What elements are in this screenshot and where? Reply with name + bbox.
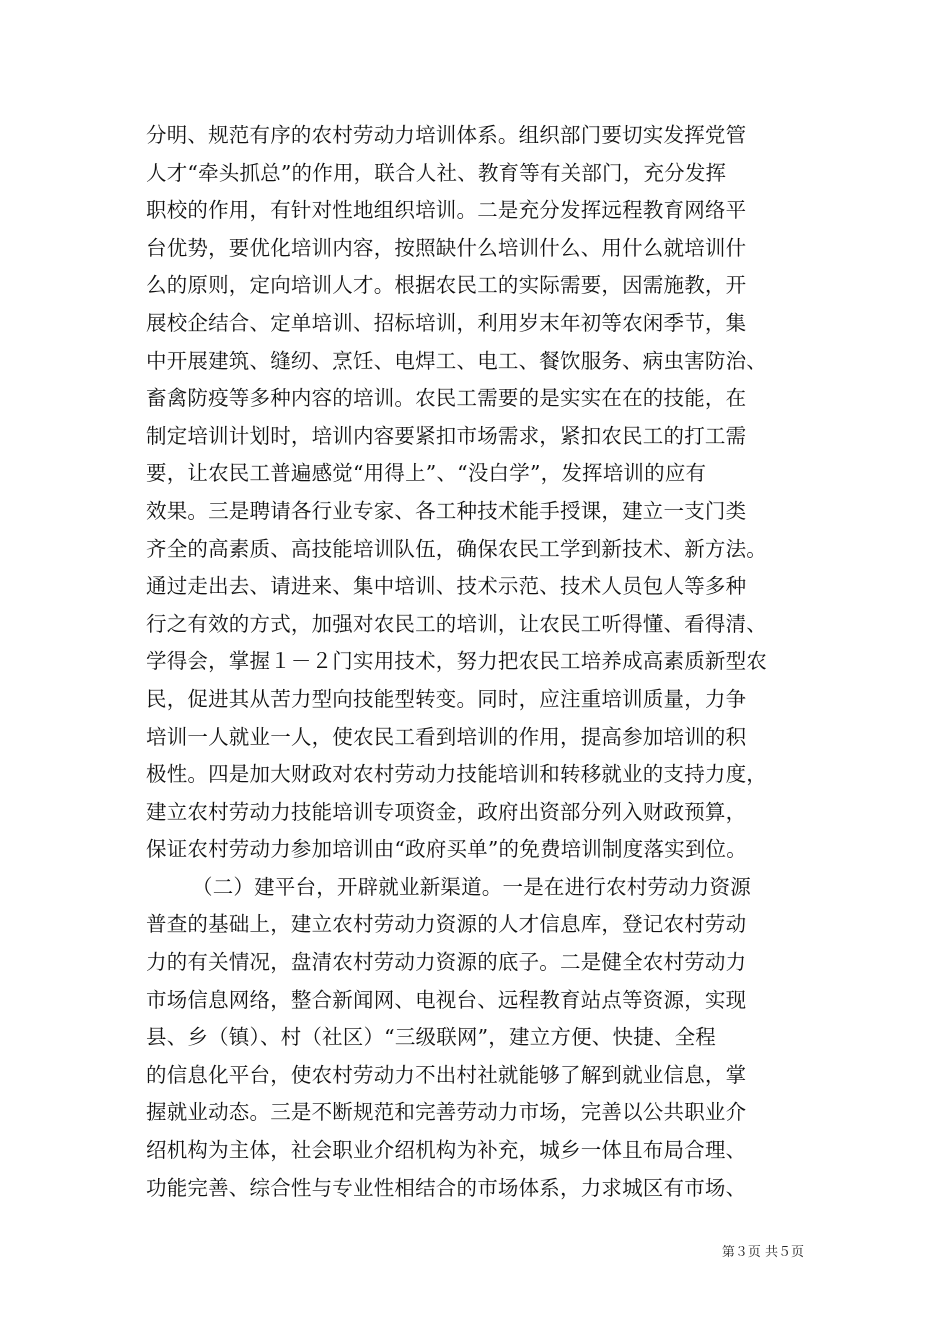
text-line: 通过走出去、请进来、集中培训、技术示范、技术人员包人等多种 [146,574,747,599]
text-line: 功能完善、综合性与专业性相结合的市场体系，力求城区有市场、 [146,1175,747,1200]
text-line: 培训一人就业一人，使农民工看到培训的作用，提高参加培训的积 [146,724,747,749]
text-line: 中开展建筑、缝纫、烹饪、电焊工、电工、餐饮服务、病虫害防治、 [146,348,767,373]
page-number: 第３页 共５页 [721,1245,804,1260]
text-line: 力的有关情况，盘清农村劳动力资源的底子。二是健全农村劳动力 [146,950,747,975]
text-line: 建立农村劳动力技能培训专项资金，政府出资部分列入财政预算， [146,799,747,824]
text-line: 保证农村劳动力参加培训由“政府买单”的免费培训制度落实到位。 [146,837,747,862]
text-line: 人才“牵头抓总”的作用，联合人社、教育等有关部门，充分发挥 [146,160,727,185]
body-text [146,117,826,1207]
text-line: 制定培训计划时，培训内容要紧扣市场需求，紧扣农民工的打工需 [146,423,747,448]
text-line: 要，让农民工普遍感觉“用得上”、“没白学”，发挥培训的应有 [146,461,707,486]
text-line: 握就业动态。三是不断规范和完善劳动力市场，完善以公共职业介 [146,1100,747,1125]
text-line: 展校企结合、定单培训、招标培训，利用岁末年初等农闲季节，集 [146,310,747,335]
text-line: 学得会，掌握１－２门实用技术，努力把农民工培养成高素质新型农 [146,649,767,674]
text-line: 职校的作用，有针对性地组织培训。二是充分发挥远程教育网络平 [146,198,747,223]
text-line: 的信息化平台，使农村劳动力不出村社就能够了解到就业信息，掌 [146,1062,747,1087]
text-line: 齐全的高素质、高技能培训队伍，确保农民工学到新技术、新方法。 [146,536,767,561]
text-line: 台优势，要优化培训内容，按照缺什么培训什么、用什么就培训什 [146,235,747,260]
text-line: 极性。四是加大财政对农村劳动力技能培训和转移就业的支持力度， [146,762,767,787]
text-line: 县、乡（镇）、村（社区）“三级联网”，建立方便、快捷、全程 [146,1025,717,1050]
text-line: 分明、规范有序的农村劳动力培训体系。组织部门要切实发挥党管 [146,123,747,147]
text-line: 民，促进其从苦力型向技能型转变。同时，应注重培训质量，力争 [146,686,747,711]
text-line: 畜禽防疫等多种内容的培训。农民工需要的是实实在在的技能，在 [146,386,747,411]
text-line: 么的原则，定向培训人才。根据农民工的实际需要，因需施教，开 [146,273,747,298]
text-line: 普查的基础上，建立农村劳动力资源的人才信息库，登记农村劳动 [146,912,747,937]
text-line: 行之有效的方式，加强对农民工的培训，让农民工听得懂、看得清、 [146,611,767,636]
paragraph-start-line: （二）建平台，开辟就业新渠道。一是在进行农村劳动力资源 [192,874,751,899]
text-line: 效果。三是聘请各行业专家、各工种技术能手授课，建立一支门类 [146,498,747,523]
text-line: 市场信息网络，整合新闻网、电视台、远程教育站点等资源，实现 [146,987,747,1012]
text-line: 绍机构为主体，社会职业介绍机构为补充，城乡一体且布局合理、 [146,1138,747,1163]
